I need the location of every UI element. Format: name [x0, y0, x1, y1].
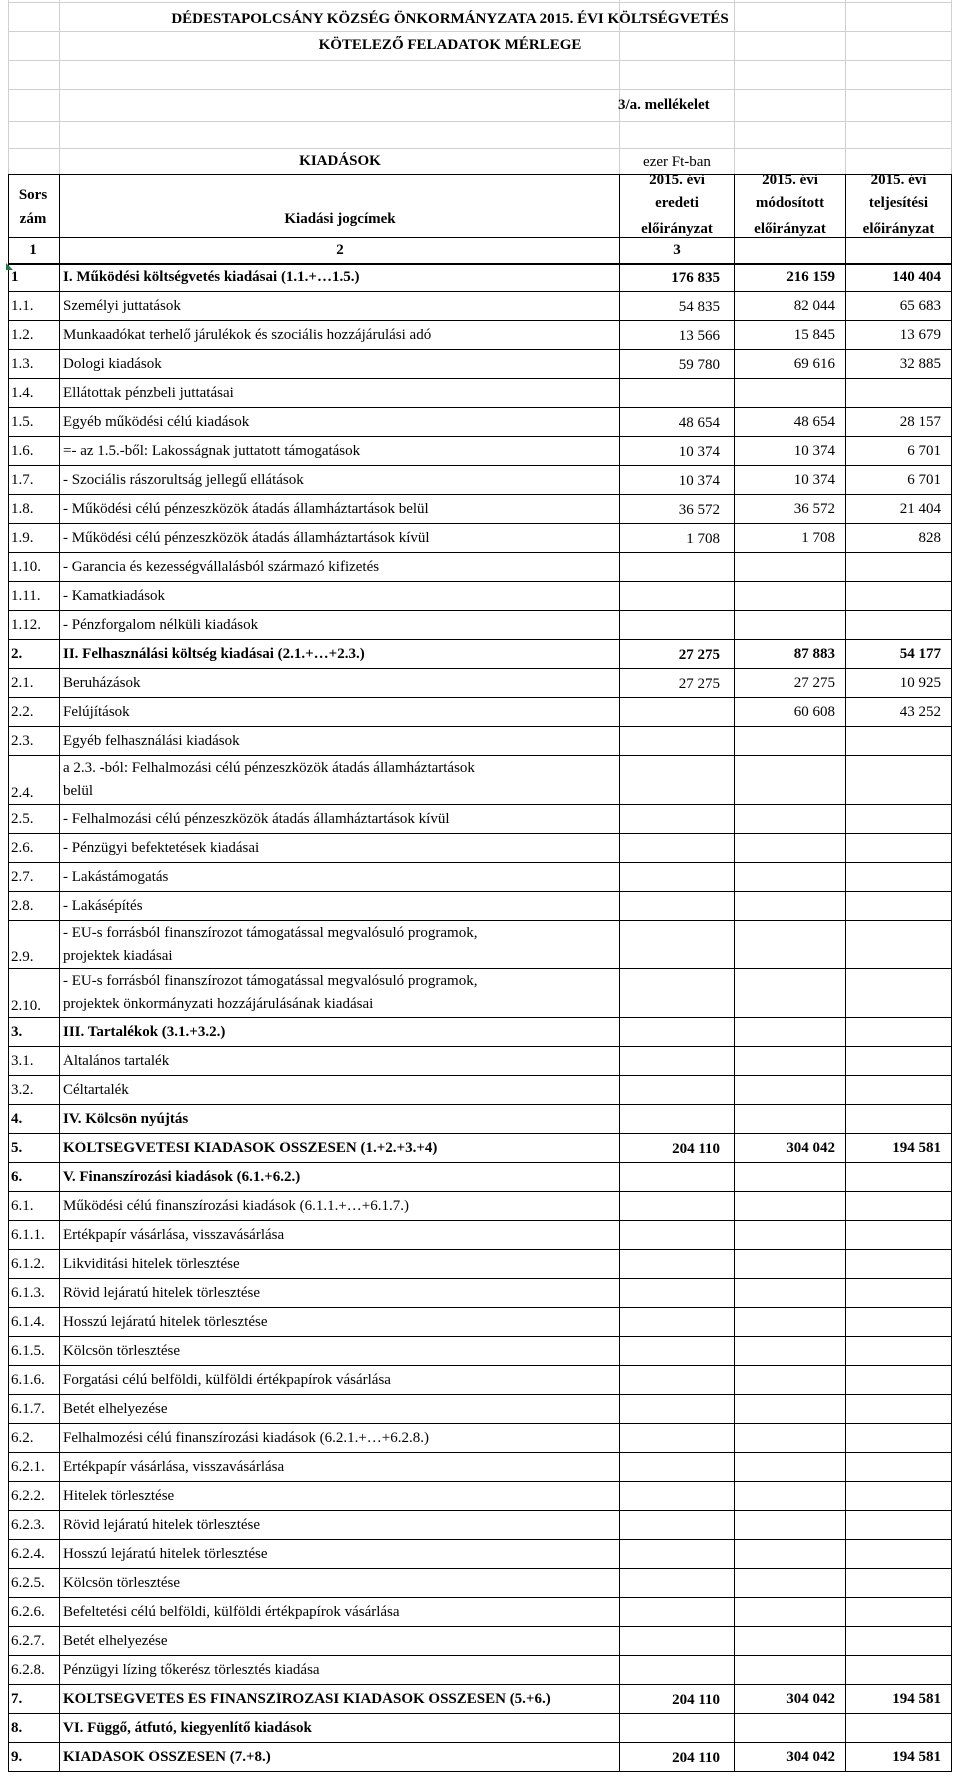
value-actual: 10 925 — [899, 676, 941, 691]
value-modified: 48 654 — [793, 415, 835, 430]
column-border-4 — [845, 174, 846, 1772]
row-label: Működési célú finanszírozási kiadások (6.1.1.+…+6.1.7.) — [63, 1198, 410, 1214]
row-number: 3.1. — [11, 1053, 34, 1069]
row-label: KÖLTSÉGVETÉSI KIADÁSOK ÖSSZESEN (1.+2.+3.+4) — [63, 1140, 438, 1156]
row-label: =- az 1.5.-ből: Lakosságnak juttatott támogatások — [63, 444, 361, 459]
row-label: II. Felhasználási költség kiadásai (2.1.+…+2.3.) — [63, 647, 365, 662]
row-border — [8, 1249, 952, 1250]
row-border — [8, 1481, 952, 1482]
value-actual: 28 157 — [899, 415, 941, 430]
row-label: Kölcsön törlesztése — [63, 1575, 181, 1591]
value-actual: 6 701 — [907, 444, 941, 459]
row-number: 8. — [11, 1720, 23, 1736]
row-border — [8, 1626, 952, 1627]
row-border — [8, 891, 952, 892]
row-border — [8, 968, 952, 969]
column-border-3 — [734, 174, 735, 1772]
row-number: 2. — [11, 647, 23, 662]
row-border — [8, 726, 952, 727]
value-original: 10 374 — [678, 474, 720, 489]
row-border — [8, 1655, 952, 1656]
row-border — [8, 494, 952, 495]
row-border — [8, 668, 952, 669]
row-label: - Pénzügyi befektetések kiadásai — [63, 840, 260, 856]
row-number: 1.4. — [11, 386, 34, 401]
row-number: 1.6. — [11, 444, 34, 459]
value-modified: 304 042 — [786, 1691, 835, 1707]
row-border — [8, 1539, 952, 1540]
header-bottom-border — [8, 263, 952, 265]
row-number: 1.12. — [11, 618, 41, 633]
row-border — [8, 407, 952, 408]
row-label: - Működési célú pénzeszközök átadás államháztartások kívül — [63, 531, 430, 546]
row-number: 2.1. — [11, 676, 34, 691]
value-actual: 32 885 — [899, 357, 941, 372]
row-border — [8, 1336, 952, 1337]
row-label: Pénzügyi lízing tőkerész törlesztés kiadása — [63, 1662, 320, 1678]
unit-label: ezer Ft-ban — [643, 154, 711, 170]
row-border — [8, 1684, 952, 1685]
row-label-line2: belül — [63, 784, 93, 799]
row-number: 2.8. — [11, 898, 34, 914]
value-actual: 65 683 — [899, 299, 941, 314]
row-number: 6.2.1. — [11, 1459, 45, 1475]
row-label: KIADÁSOK ÖSSZESEN (7.+8.) — [63, 1749, 271, 1765]
value-modified: 10 374 — [793, 444, 835, 459]
row-label-line2: projektek önkormányzati hozzájárulásának kiadásai — [63, 997, 374, 1012]
row-border — [8, 1075, 952, 1076]
row-label: I. Működési költségvetés kiadásai (1.1.+…1.5.) — [63, 270, 360, 285]
row-border — [8, 1046, 952, 1047]
row-border — [8, 610, 952, 611]
row-label: Általános tartalék — [63, 1053, 170, 1069]
row-label: Céltartalék — [63, 1082, 129, 1098]
row-number: 6.1.5. — [11, 1343, 45, 1359]
value-modified: 87 883 — [793, 647, 835, 662]
row-number: 6.2.2. — [11, 1488, 45, 1504]
sheet-gridline — [8, 121, 951, 122]
row-number: 6.1.2. — [11, 1256, 45, 1272]
value-modified: 304 042 — [786, 1749, 835, 1765]
row-label: - Lakástámogatás — [63, 869, 169, 885]
section-title: KIADÁSOK — [299, 153, 381, 169]
row-label: Hosszú lejáratú hitelek törlesztése — [63, 1546, 268, 1562]
value-original: 48 654 — [678, 416, 720, 431]
column-border-0 — [8, 174, 9, 1772]
col-number-1: 1 — [29, 242, 37, 258]
row-number: 6.2.5. — [11, 1575, 45, 1591]
row-number: 1.2. — [11, 328, 34, 343]
row-number: 1.9. — [11, 531, 34, 546]
value-original: 59 780 — [678, 358, 720, 373]
col-sors-line2: zám — [19, 211, 47, 227]
row-number: 6.1. — [11, 1198, 34, 1214]
value-modified: 69 616 — [793, 357, 835, 372]
sheet-gridline — [8, 148, 951, 149]
row-label: - Felhalmozási célú pénzeszközök átadás államháztartások kívül — [63, 811, 450, 827]
row-number: 7. — [11, 1691, 23, 1707]
value-original: 10 374 — [678, 445, 720, 460]
row-border — [8, 1742, 952, 1743]
value-modified: 216 159 — [786, 270, 835, 285]
value-original: 204 110 — [672, 1692, 720, 1708]
row-border — [8, 291, 952, 292]
row-border — [8, 1220, 952, 1221]
document-subtitle: KÖTELEZŐ FELADATOK MÉRLEGE — [318, 37, 582, 53]
row-number: 6.2.6. — [11, 1604, 45, 1620]
row-border — [8, 1771, 952, 1772]
row-label: Betét elhelyezése — [63, 1633, 168, 1649]
row-border — [8, 465, 952, 466]
row-number: 2.3. — [11, 734, 34, 749]
col-number-2: 2 — [336, 242, 344, 258]
value-actual: 6 701 — [907, 473, 941, 488]
row-label: Rövid lejáratú hitelek törlesztése — [63, 1285, 261, 1301]
sheet-gridline — [8, 60, 951, 61]
row-border — [8, 1510, 952, 1511]
value-actual: 21 404 — [899, 502, 941, 517]
row-number: 1 — [11, 270, 19, 285]
row-border — [8, 1423, 952, 1424]
row-number: 6.1.4. — [11, 1314, 45, 1330]
row-border — [8, 349, 952, 350]
row-number: 2.7. — [11, 869, 34, 885]
row-label: VI. Függő, átfutó, kiegyenlítő kiadások — [63, 1720, 312, 1736]
value-actual: 194 581 — [892, 1691, 941, 1707]
column-border-5 — [951, 174, 952, 1772]
row-label: Ellátottak pénzbeli juttatásai — [63, 386, 234, 401]
row-number: 9. — [11, 1749, 23, 1765]
value-actual: 54 177 — [899, 647, 941, 662]
row-label: Egyéb működési célú kiadások — [63, 415, 250, 430]
row-label: Rövid lejáratú hitelek törlesztése — [63, 1517, 261, 1533]
row-number: 1.5. — [11, 415, 34, 430]
col-actual-header: 2015. évi teljesítési előirányzat — [862, 174, 935, 236]
col-title-header: Kiadási jogcímek — [284, 211, 396, 227]
row-label: Kölcsön törlesztése — [63, 1343, 181, 1359]
row-number: 2.9. — [11, 950, 34, 965]
row-number: 6.1.1. — [11, 1227, 45, 1243]
value-original: 1 708 — [686, 532, 720, 547]
value-actual: 13 679 — [899, 328, 941, 343]
row-border — [8, 436, 952, 437]
row-label: - EU-s forrásból finanszírozot támogatással megvalósuló programok, — [63, 974, 478, 989]
row-border — [8, 697, 952, 698]
row-label: Forgatási célú belföldi, külföldi értékpapírok vásárlása — [63, 1372, 391, 1388]
value-actual: 140 404 — [892, 270, 941, 285]
row-label: Dologi kiadások — [63, 357, 162, 372]
row-label: Felhalmozési célú finanszírozási kiadások (6.2.1.+…+6.2.8.) — [63, 1430, 429, 1446]
row-border — [8, 1568, 952, 1569]
row-label: Egyéb felhasználási kiadások — [63, 734, 240, 749]
row-label: Értékpapír vásárlása, visszavásárlása — [63, 1459, 285, 1475]
header-divider — [8, 237, 952, 238]
sheet-gridline — [8, 31, 951, 32]
value-modified: 82 044 — [793, 299, 835, 314]
value-actual: 194 581 — [892, 1140, 941, 1156]
column-border-2 — [619, 174, 620, 1772]
value-modified: 10 374 — [793, 473, 835, 488]
row-border — [8, 1162, 952, 1163]
value-original: 27 275 — [678, 648, 720, 663]
row-number: 6.2.3. — [11, 1517, 45, 1533]
value-original: 176 835 — [671, 271, 720, 286]
row-label: Hitelek törlesztése — [63, 1488, 175, 1504]
row-border — [8, 833, 952, 834]
row-number: 1.7. — [11, 473, 34, 488]
row-border — [8, 523, 952, 524]
row-number: 6. — [11, 1169, 23, 1185]
value-modified: 304 042 — [786, 1140, 835, 1156]
col-modified-header: 2015. évi módosított előirányzat — [754, 174, 826, 236]
value-original: 13 566 — [678, 329, 720, 344]
row-label: KÖLTSÉGVETÉS ÉS FINANSZÍROZÁSI KIADÁSOK ÖSSZESEN (5.+6.) — [63, 1691, 551, 1707]
row-label: - Garancia és kezességvállalásból származó kifizetés — [63, 560, 380, 575]
row-label: III. Tartalékok (3.1.+3.2.) — [63, 1024, 226, 1040]
value-original: 27 275 — [678, 677, 720, 692]
row-label: Likviditási hitelek törlesztése — [63, 1256, 240, 1272]
row-border — [8, 552, 952, 553]
row-number: 4. — [11, 1111, 23, 1127]
row-label: Értékpapír vásárlása, visszavásárlása — [63, 1227, 285, 1243]
value-modified: 27 275 — [793, 676, 835, 691]
row-border — [8, 1394, 952, 1395]
row-label: Befeltetési célú belföldi, külföldi értékpapírok vásárlása — [63, 1604, 400, 1620]
row-number: 2.5. — [11, 811, 34, 827]
row-label: - Működési célú pénzeszközök átadás államháztartások belül — [63, 502, 429, 517]
row-label: Felújítások — [63, 705, 130, 720]
row-number: 6.1.7. — [11, 1401, 45, 1417]
row-border — [8, 755, 952, 756]
row-number: 3.2. — [11, 1082, 34, 1098]
col-original-header: 2015. évi eredeti előirányzat — [641, 174, 713, 236]
row-number: 6.2.4. — [11, 1546, 45, 1562]
row-label: Betét elhelyezése — [63, 1401, 168, 1417]
row-border — [8, 1452, 952, 1453]
row-border — [8, 581, 952, 582]
row-border — [8, 804, 952, 805]
row-number: 5. — [11, 1140, 23, 1156]
row-border — [8, 1278, 952, 1279]
col-sors-line1: Sors — [18, 187, 48, 203]
value-modified: 1 708 — [801, 531, 835, 546]
annex-label: 3/a. mellékelet — [618, 97, 710, 113]
row-label: - Lakásépítés — [63, 898, 143, 914]
value-original: 204 110 — [672, 1750, 720, 1766]
value-modified: 36 572 — [793, 502, 835, 517]
document-title: DÉDESTAPOLCSÁNY KÖZSÉG ÖNKORMÁNYZATA 2015. ÉVI KÖLTSÉGVETÉS — [171, 11, 729, 27]
row-number: 3. — [11, 1024, 23, 1040]
value-modified: 60 608 — [793, 705, 835, 720]
col-number-3: 3 — [673, 242, 681, 258]
row-label: Hosszú lejáratú hitelek törlesztése — [63, 1314, 268, 1330]
value-original: 204 110 — [672, 1141, 720, 1157]
sheet-gridline — [845, 0, 846, 174]
row-border — [8, 1307, 952, 1308]
row-label: V. Finanszírozási kiadások (6.1.+6.2.) — [63, 1169, 301, 1185]
row-number: 1.10. — [11, 560, 41, 575]
row-label: IV. Kölcsön nyújtás — [63, 1111, 189, 1127]
row-number: 6.2. — [11, 1430, 34, 1446]
row-label: - Kamatkiadások — [63, 589, 166, 604]
row-border — [8, 1191, 952, 1192]
value-actual: 194 581 — [892, 1749, 941, 1765]
row-border — [8, 920, 952, 921]
row-border — [8, 862, 952, 863]
row-number: 1.1. — [11, 299, 34, 314]
row-number: 2.10. — [11, 998, 41, 1014]
value-original: 54 835 — [678, 300, 720, 315]
row-label: - Szociális rászorultság jellegű ellátások — [63, 473, 304, 488]
row-border — [8, 1133, 952, 1134]
row-label: Munkaadókat terhelő járulékok és szociális hozzájárulási adó — [63, 328, 432, 343]
value-actual: 828 — [918, 531, 941, 546]
row-number: 6.1.3. — [11, 1285, 45, 1301]
row-number: 2.6. — [11, 840, 34, 856]
row-number: 2.2. — [11, 705, 34, 720]
value-original: 36 572 — [678, 503, 720, 518]
sheet-gridline — [8, 89, 951, 90]
sheet-gridline — [951, 0, 952, 174]
row-label: Személyi juttatások — [63, 299, 181, 314]
row-number: 1.11. — [11, 589, 41, 604]
row-border — [8, 378, 952, 379]
value-modified: 15 845 — [793, 328, 835, 343]
sheet-gridline — [8, 0, 9, 174]
row-number: 1.8. — [11, 502, 34, 517]
row-label: Beruházások — [63, 676, 141, 691]
row-number: 2.4. — [11, 785, 34, 801]
sheet-gridline — [8, 2, 951, 3]
cell-marker-icon — [6, 263, 13, 270]
row-border — [8, 320, 952, 321]
row-label: - EU-s forrásból finanszírozot támogatással megvalósuló programok, — [63, 925, 478, 941]
row-label-line2: projektek kiadásai — [63, 948, 173, 964]
row-label: - Pénzforgalom nélküli kiadások — [63, 618, 259, 633]
row-border — [8, 1365, 952, 1366]
row-border — [8, 1597, 952, 1598]
row-border — [8, 1713, 952, 1714]
row-number: 1.3. — [11, 357, 34, 372]
row-number: 6.1.6. — [11, 1372, 45, 1388]
column-border-1 — [59, 174, 60, 1772]
row-number: 6.2.8. — [11, 1662, 45, 1678]
row-border — [8, 1017, 952, 1018]
value-actual: 43 252 — [899, 705, 941, 720]
row-label: a 2.3. -ból: Felhalmozási célú pénzeszközök átadás államháztartások — [63, 761, 475, 776]
row-border — [8, 1104, 952, 1105]
row-border — [8, 639, 952, 640]
row-number: 6.2.7. — [11, 1633, 45, 1649]
